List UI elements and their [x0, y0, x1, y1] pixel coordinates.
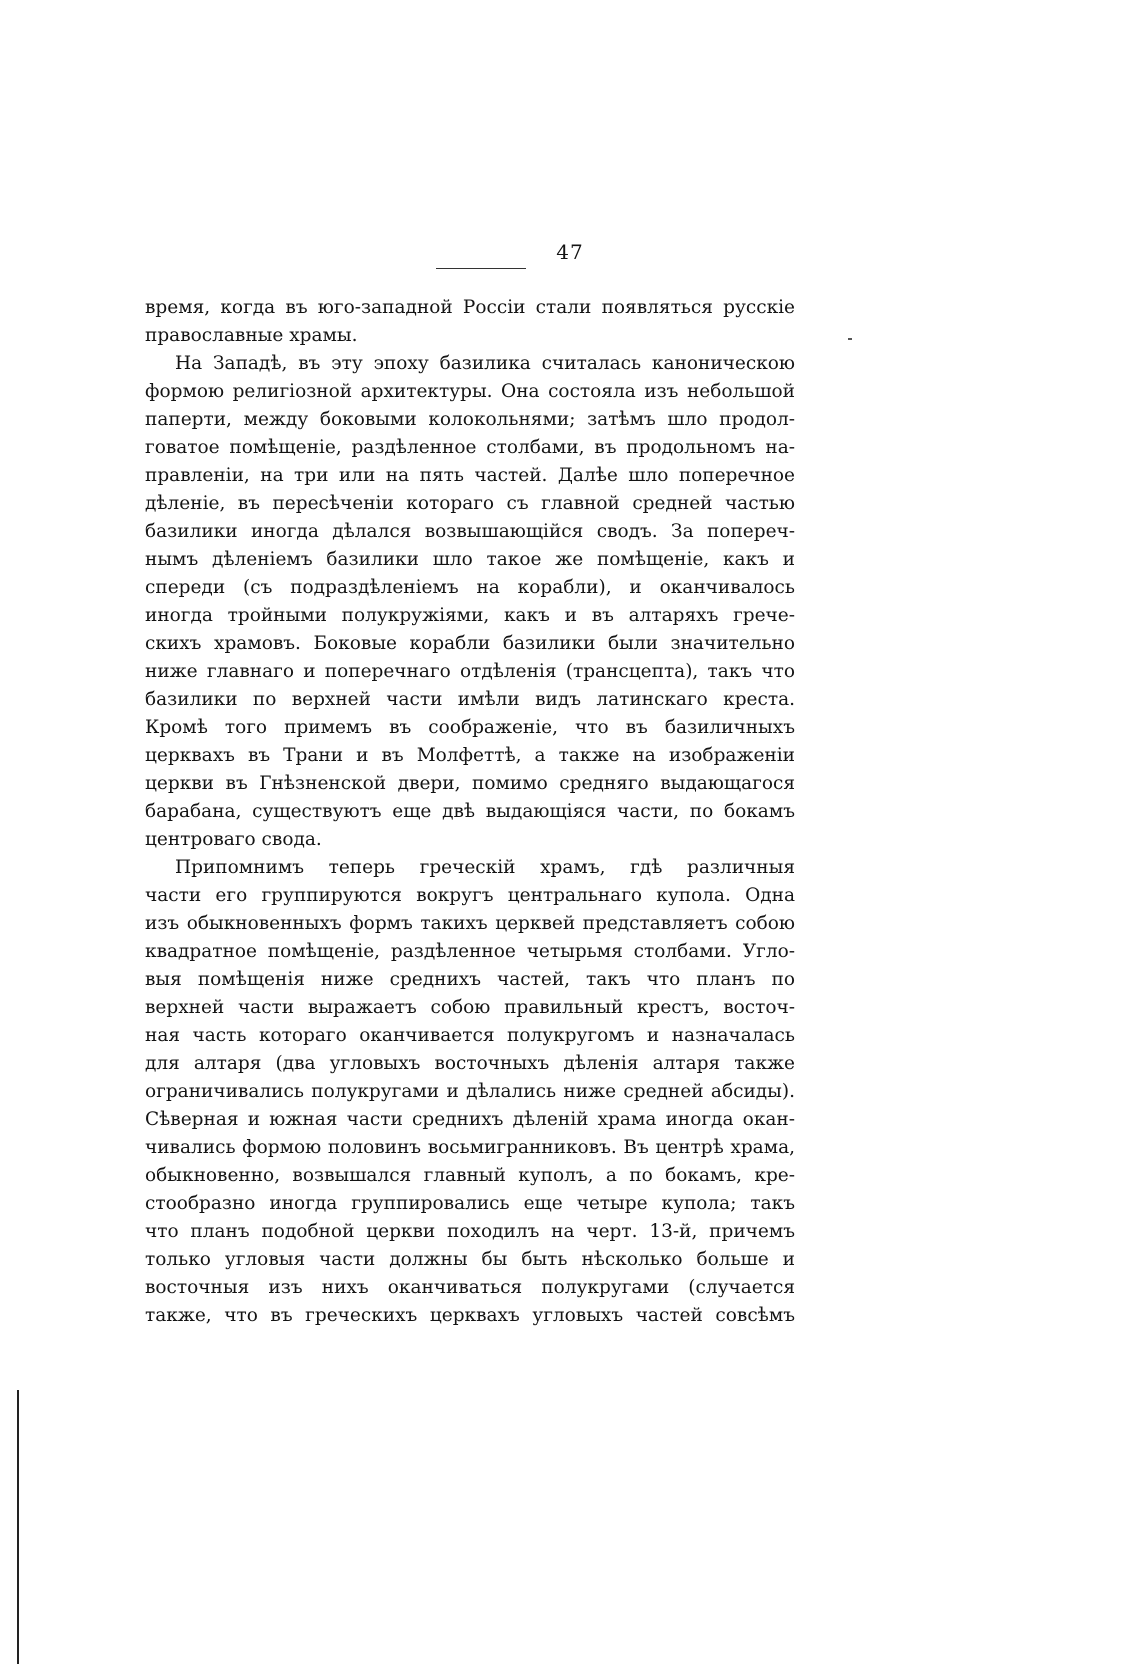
text-line: только угловыя части должны бы быть нѣсколько больше и	[145, 1249, 795, 1270]
text-line: православные храмы.	[145, 325, 358, 346]
text-line: центроваго свода.	[145, 829, 322, 850]
text-line: нымъ дѣленіемъ базилики шло такое же помѣщеніе, какъ и	[145, 549, 795, 570]
text-line: восточныя изъ нихъ оканчиваться полукругами (случается	[145, 1277, 795, 1298]
text-line: Кромѣ того примемъ въ соображеніе, что въ базиличныхъ	[145, 717, 795, 738]
text-line: Припомнимъ теперь греческій храмъ, гдѣ различныя	[175, 857, 795, 878]
text-line: скихъ храмовъ. Боковые корабли базилики были значительно	[145, 633, 795, 654]
text-line: барабана, существуютъ еще двѣ выдающіяся части, по бокамъ	[145, 801, 795, 822]
text-line: церкви въ Гнѣзненской двери, помимо средняго выдающагося	[145, 773, 795, 794]
text-line: ниже главнаго и поперечнаго отдѣленія (трансцепта), такъ что	[145, 661, 795, 682]
text-line: чивались формою половинъ восьмигранниковъ. Въ центрѣ храма,	[145, 1137, 795, 1158]
text-line: для алтаря (два угловыхъ восточныхъ дѣленія алтаря также	[145, 1053, 795, 1074]
text-line: ограничивались полукругами и дѣлались ниже средней абсиды).	[145, 1081, 795, 1102]
text-line: церквахъ въ Трани и въ Молфеттѣ, а также на изображеніи	[145, 745, 795, 766]
text-line: спереди (съ подраздѣленіемъ на корабли), и оканчивалось	[145, 577, 795, 598]
scan-speck	[848, 338, 852, 340]
body-text	[145, 294, 795, 1330]
text-line: верхней части выражаетъ собою правильный крестъ, восточ-	[145, 997, 795, 1018]
text-line: также, что въ греческихъ церквахъ угловыхъ частей совсѣмъ	[145, 1305, 795, 1326]
text-line: части его группируются вокругъ центральнаго купола. Одна	[145, 885, 795, 906]
text-line: обыкновенно, возвышался главный куполъ, а по бокамъ, кре-	[145, 1165, 795, 1186]
page-number: 47	[556, 240, 584, 264]
text-line: выя помѣщенія ниже среднихъ частей, такъ что планъ по	[145, 969, 795, 990]
text-line: стообразно иногда группировались еще четыре купола; такъ	[145, 1193, 795, 1214]
text-line: формою религіозной архитектуры. Она состояла изъ небольшой	[145, 381, 795, 402]
text-line: базилики по верхней части имѣли видъ латинскаго креста.	[145, 689, 795, 710]
text-line: говатое помѣщеніе, раздѣленное столбами, въ продольномъ на-	[145, 437, 795, 458]
text-line: На Западѣ, въ эту эпоху базилика считалась каноническою	[175, 353, 795, 374]
text-line: квадратное помѣщеніе, раздѣленное четырьмя столбами. Угло-	[145, 941, 795, 962]
text-line: изъ обыкновенныхъ формъ такихъ церквей представляетъ собою	[145, 913, 795, 934]
text-line: Сѣверная и южная части среднихъ дѣленій храма иногда окан-	[145, 1109, 795, 1130]
text-line: время, когда въ юго-западной Россіи стали появляться русскіе	[145, 297, 795, 318]
page-number-rule	[436, 268, 526, 269]
scan-edge-line	[17, 1390, 19, 1664]
text-line: что планъ подобной церкви походилъ на черт. 13-й, причемъ	[145, 1221, 795, 1242]
text-line: паперти, между боковыми колокольнями; затѣмъ шло продол-	[145, 409, 795, 430]
text-line: ная часть котораго оканчивается полукругомъ и назначалась	[145, 1025, 795, 1046]
text-line: правленіи, на три или на пять частей. Далѣе шло поперечное	[145, 465, 795, 486]
text-line: базилики иногда дѣлался возвышающійся сводъ. За попереч-	[145, 521, 795, 542]
text-line: иногда тройными полукружіями, какъ и въ алтаряхъ грече-	[145, 605, 795, 626]
text-line: дѣленіе, въ пересѣченіи котораго съ главной средней частью	[145, 493, 795, 514]
